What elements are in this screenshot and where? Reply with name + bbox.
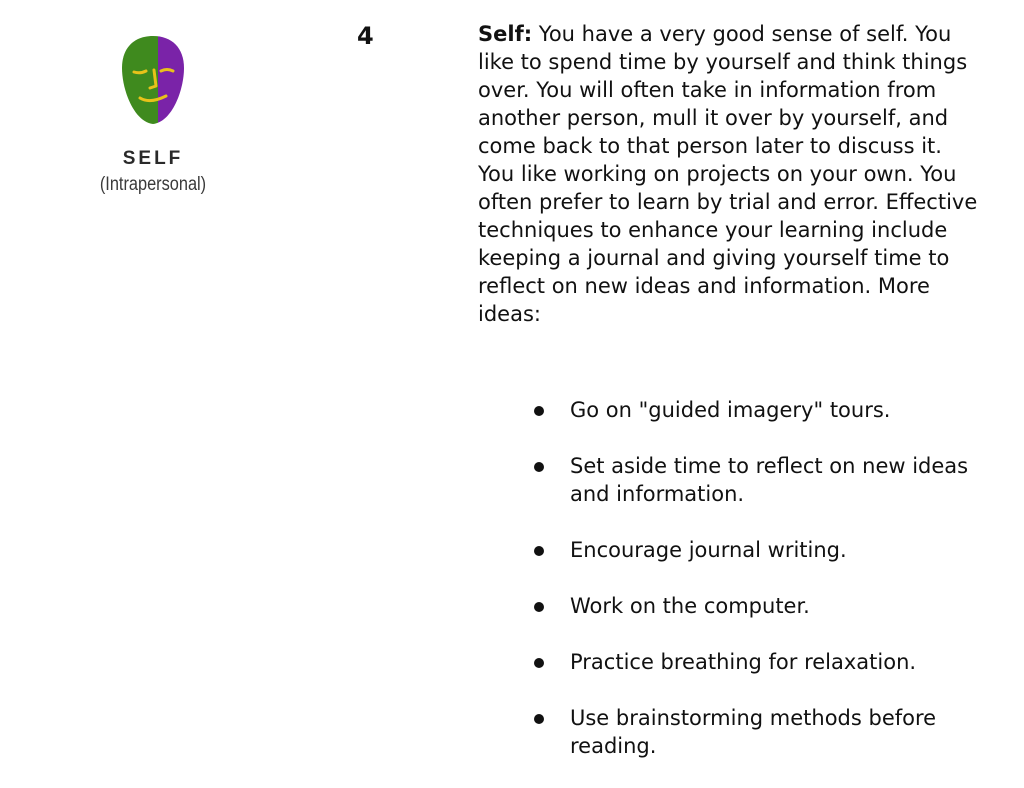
list-item [534, 536, 984, 564]
bullet-icon [534, 714, 544, 724]
idea-text: Use brainstorming methods before reading. [570, 706, 937, 758]
bullet-icon [534, 462, 544, 472]
bullet-icon [534, 658, 544, 668]
list-item [534, 452, 984, 508]
description-label: Self: [478, 22, 533, 46]
mask-right-half [158, 34, 186, 126]
ideas-list [534, 396, 984, 788]
list-item [534, 592, 984, 620]
bullet-icon [534, 546, 544, 556]
intelligence-subtitle: (Intrapersonal) [99, 174, 207, 195]
list-item [534, 648, 984, 676]
description-text: You have a very good sense of self. You like to spend time by yourself and think things over. You will often take in information from another person, mull it over by yourself, and come back to that person later to discuss it. You like working on projects on your own. You often prefer to learn by trial and error. Effective techniques to enhance your learning include keeping a journal and giving yourself time to reflect on new ideas and information. More ideas: [478, 22, 978, 326]
idea-text: Encourage journal writing. [570, 538, 847, 562]
idea-text: Practice breathing for relaxation. [570, 650, 917, 674]
idea-text: Go on "guided imagery" tours. [570, 398, 891, 422]
intelligence-badge [78, 34, 228, 196]
intelligence-title: SELF [122, 148, 184, 169]
description-paragraph [478, 20, 978, 328]
idea-text: Work on the computer. [570, 594, 810, 618]
bullet-icon [534, 406, 544, 416]
score-value: 4 [357, 22, 374, 50]
mask-icon [120, 34, 186, 126]
idea-text: Set aside time to reflect on new ideas and information. [570, 454, 969, 506]
list-item [534, 704, 984, 760]
mask-left-half [120, 34, 158, 126]
list-item [534, 396, 984, 424]
bullet-icon [534, 602, 544, 612]
